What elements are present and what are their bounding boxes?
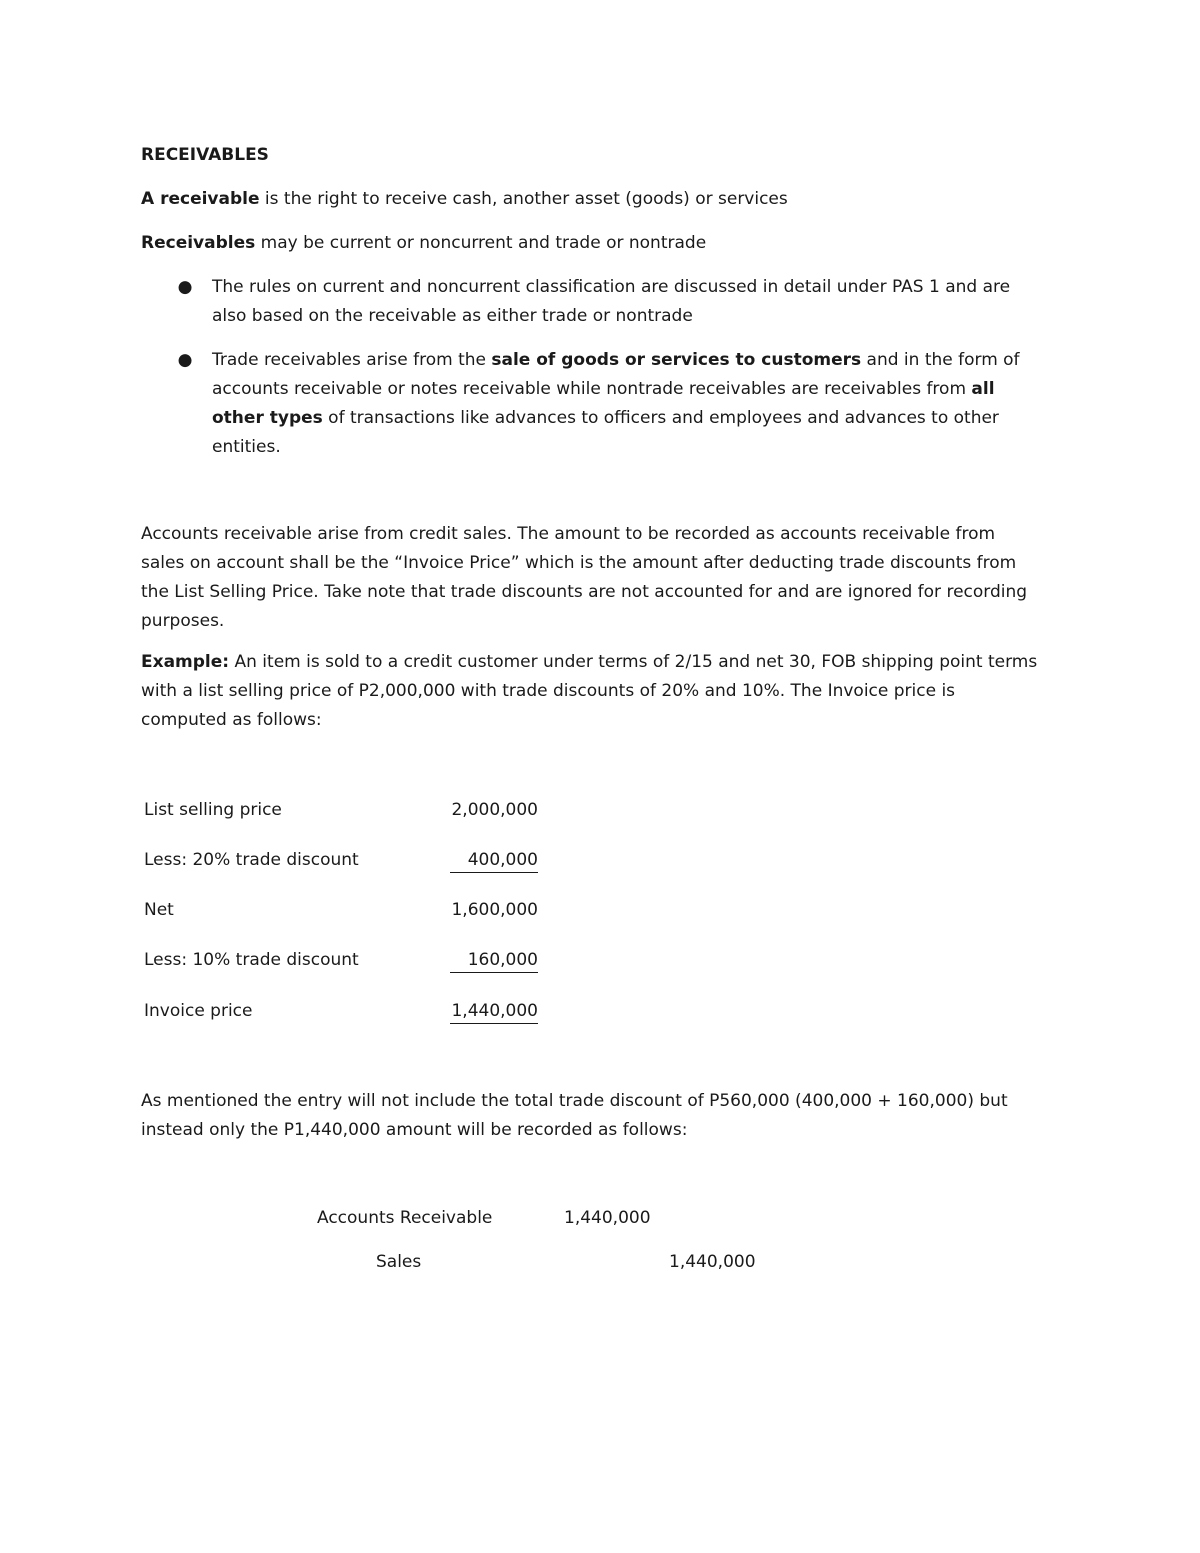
bullet-segment: and in the form of bbox=[861, 350, 1020, 370]
credit-amount: 1,440,000 bbox=[669, 1252, 756, 1272]
calc-value bbox=[446, 997, 538, 1026]
definition-text: is the right to receive cash, another asset (goods) or services bbox=[259, 189, 788, 209]
bullet-segment: accounts receivable or notes receivable while nontrade receivables are receivables from bbox=[212, 379, 972, 399]
heading-text: RECEIVABLES bbox=[141, 145, 269, 165]
bullet-emphasis: sale of goods or services to customers bbox=[491, 350, 862, 370]
definition-term: A receivable bbox=[141, 189, 260, 209]
debit-account: Accounts Receivable bbox=[317, 1208, 493, 1228]
calc-value bbox=[446, 796, 538, 825]
bullet-item bbox=[141, 346, 1071, 462]
bullet-line bbox=[212, 404, 1042, 433]
calc-value bbox=[446, 946, 538, 975]
calc-value-text: 160,000 bbox=[450, 948, 538, 973]
bullet-segment: Trade receivables arise from the bbox=[212, 350, 492, 370]
calc-value bbox=[446, 846, 538, 875]
paragraph-line: purposes. bbox=[141, 611, 225, 631]
bullet-emphasis: other types bbox=[212, 408, 323, 428]
paragraph-line: with a list selling price of P2,000,000 with trade discounts of 20% and 10%. The Invoice price is bbox=[141, 681, 956, 701]
calc-value-text: 2,000,000 bbox=[451, 800, 538, 820]
bullet-text bbox=[212, 273, 1042, 331]
bullet-line: also based on the receivable as either trade or nontrade bbox=[212, 306, 693, 326]
calc-value-text: 400,000 bbox=[450, 848, 538, 873]
calc-label: Invoice price bbox=[144, 1001, 253, 1021]
calc-value-text: 1,600,000 bbox=[451, 900, 538, 920]
calc-value bbox=[446, 896, 538, 925]
paragraph-line: Accounts receivable arise from credit sales. The amount to be recorded as accounts receivable from bbox=[141, 524, 996, 544]
paragraph-line bbox=[141, 648, 1071, 677]
definition-paragraph bbox=[141, 185, 788, 214]
calc-label: Net bbox=[144, 900, 174, 920]
classification-term: Receivables bbox=[141, 233, 256, 253]
paragraph-line: sales on account shall be the “Invoice Price” which is the amount after deducting trade discounts from bbox=[141, 553, 1017, 573]
classification-paragraph bbox=[141, 229, 706, 258]
bullet-text bbox=[212, 346, 1042, 462]
example-paragraph bbox=[141, 648, 1071, 735]
bullet-emphasis: all bbox=[971, 379, 995, 399]
paragraph-line: computed as follows: bbox=[141, 710, 322, 730]
entry-note-paragraph bbox=[141, 1087, 1071, 1145]
debit-amount: 1,440,000 bbox=[564, 1208, 651, 1228]
accounts-receivable-paragraph bbox=[141, 520, 1071, 636]
calc-label: Less: 20% trade discount bbox=[144, 850, 359, 870]
paragraph-line: instead only the P1,440,000 amount will be recorded as follows: bbox=[141, 1120, 688, 1140]
paragraph-line: the List Selling Price. Take note that trade discounts are not accounted for and are ignored for recording bbox=[141, 582, 1028, 602]
bullet-line bbox=[212, 375, 1042, 404]
page-title bbox=[141, 141, 269, 170]
bullet-line: The rules on current and noncurrent classification are discussed in detail under PAS 1 and are bbox=[212, 277, 1011, 297]
bullet-icon: ● bbox=[177, 350, 193, 370]
classification-text: may be current or noncurrent and trade or nontrade bbox=[255, 233, 707, 253]
bullet-segment: of transactions like advances to officers and employees and advances to other bbox=[322, 408, 999, 428]
bullet-line: entities. bbox=[212, 437, 281, 457]
example-text: An item is sold to a credit customer under terms of 2/15 and net 30, FOB shipping point terms bbox=[229, 652, 1038, 672]
calc-value-text: 1,440,000 bbox=[450, 999, 538, 1024]
bullet-line bbox=[212, 346, 1042, 375]
example-label: Example: bbox=[141, 652, 230, 672]
credit-account: Sales bbox=[376, 1252, 422, 1272]
calc-label: List selling price bbox=[144, 800, 282, 820]
calc-label: Less: 10% trade discount bbox=[144, 950, 359, 970]
bullet-item bbox=[141, 273, 1071, 331]
paragraph-line: As mentioned the entry will not include the total trade discount of P560,000 (400,000 + 160,000) but bbox=[141, 1091, 1008, 1111]
bullet-icon: ● bbox=[177, 277, 193, 297]
